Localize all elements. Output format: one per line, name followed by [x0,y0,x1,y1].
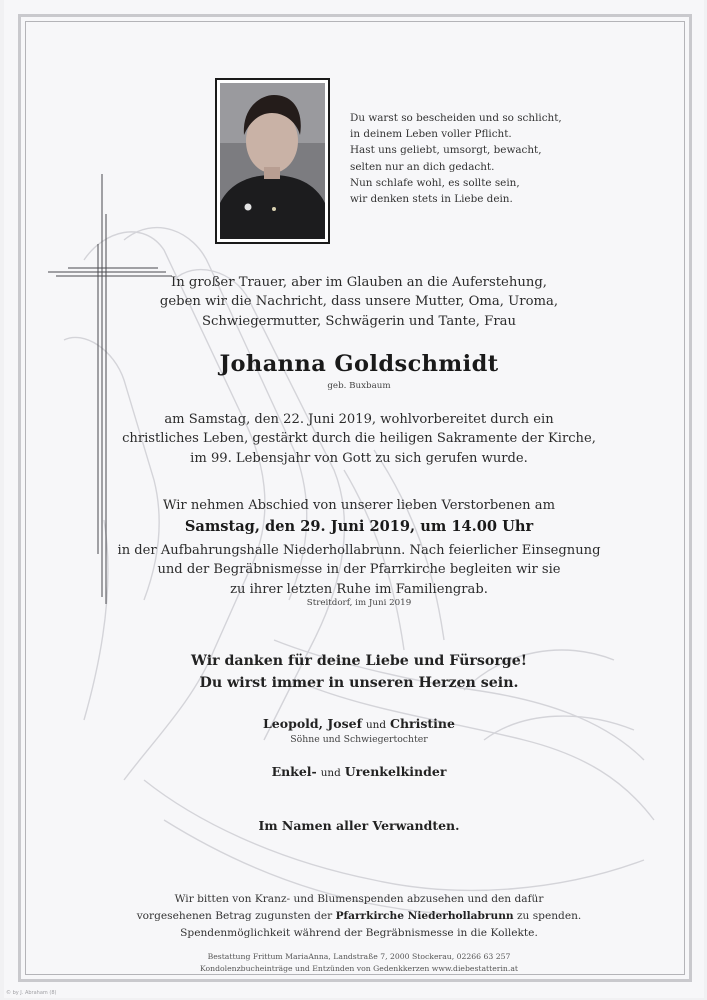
ceremony-line: zu ihrer letzten Ruhe im Familiengrab. [230,581,488,597]
condolence-website: Kondolenzbucheinträge und Entzünden von Gedenkkerzen www.diebestatterin.at [200,964,518,974]
intro-line: geben wir die Nachricht, dass unsere Mutter, Oma, Uroma, [159,294,559,310]
death-line: christliches Leben, gestärkt durch die heiligen Sakramente der Kirche, [122,431,596,447]
grandchildren: Enkel- [271,764,317,779]
portrait-image [220,83,325,239]
donation-line: Wir bitten von Kranz- und Blumenspenden abzusehen und den dafür [174,893,544,905]
donation-request [94,891,624,941]
and-word: und [320,767,341,779]
intro-line: Schwiegermutter, Schwägerin und Tante, Frau [202,313,516,329]
relatives-closing: Im Namen aller Verwandten. [258,818,460,833]
death-line: im 99. Lebensjahr von Gott zu sich gerufen wurde. [190,450,528,466]
birth-name: geb. Buxbaum [327,381,391,391]
donation-line [94,908,624,925]
poem-line: selten nur an dich gedacht. [350,160,495,173]
poem-line: wir denken stets in Liebe dein. [350,193,513,206]
great-grandchildren: Urenkelkinder [344,764,447,779]
portrait-photo [215,78,330,244]
death-notice [94,410,624,468]
place-date: Streitdorf, im Juni 2019 [306,598,412,608]
poem-line: Du warst so bescheiden und so schlicht, [350,112,562,124]
funeral-home-info [94,951,624,976]
family-sons [94,716,624,731]
parte-sheet [4,0,704,998]
ceremony-line: und der Begräbnismesse in der Pfarrkirche begleiten wir sie [157,562,561,578]
sons-names: Leopold, Josef [263,716,362,731]
family-grandchildren [94,764,624,779]
and-word: und [365,719,387,731]
donation-line: Spendenmöglichkeit während der Begräbnismesse in die Kollekte. [180,926,538,939]
intro-line: In großer Trauer, aber im Glauben an die Auferstehung, [171,275,547,290]
farewell-intro: Wir nehmen Abschied von unserer lieben Verstorbenen am [162,498,556,513]
donation-text: zu spenden. [516,909,582,922]
thanks-message [94,651,624,695]
image-credit: © by J. Abraham (8) [6,990,57,996]
funeral-home-address: Bestattung Frittum MariaAnna, Landstraße 7, 2000 Stockerau, 02266 63 257 [207,952,511,961]
donation-text: vorgesehenen Betrag zugunsten der [136,909,333,922]
announcement-intro [94,273,624,331]
ceremony-line: in der Aufbahrungshalle Niederhollabrunn. Nach feierlicher Einsegnung [117,543,601,558]
funeral-datetime: Samstag, den 29. Juni 2019, um 14.00 Uhr [184,518,534,535]
ceremony-details [94,541,624,599]
thanks-line: Wir danken für deine Liebe und Fürsorge! [191,653,527,669]
poem-line: in deinem Leben voller Pflicht. [350,128,512,141]
thanks-line: Du wirst immer in unseren Herzen sein. [199,674,519,691]
death-line: am Samstag, den 22. Juni 2019, wohlvorbereitet durch ein [164,412,554,427]
family-relation: Söhne und Schwiegertochter [290,734,428,745]
deceased-name: Johanna Goldschmidt [219,351,499,377]
poem-line: Hast uns geliebt, umsorgt, bewacht, [350,144,542,157]
poem [350,110,580,207]
daughter-in-law-name: Christine [390,716,455,731]
poem-line: Nun schlafe wohl, es sollte sein, [350,176,520,189]
donation-recipient: Pfarrkirche Niederhollabrunn [335,909,514,922]
